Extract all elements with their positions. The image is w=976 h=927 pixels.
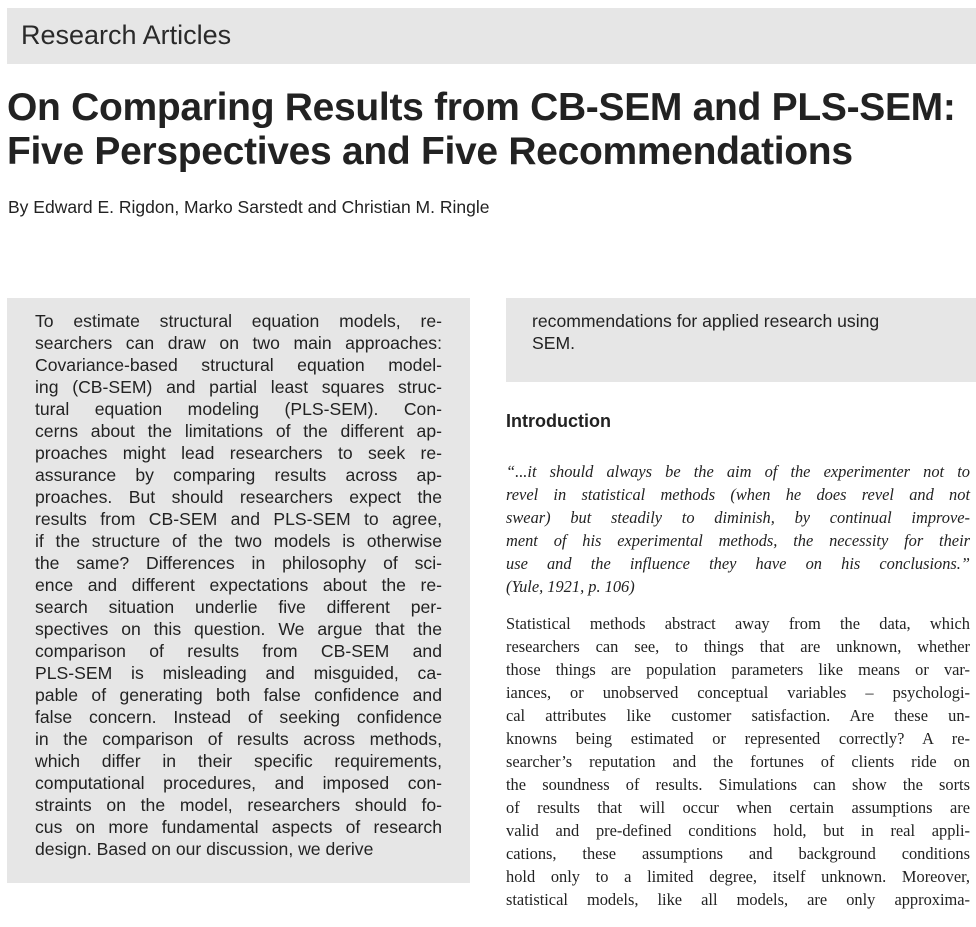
text-line: the same? Differences in philosophy of sci-: [35, 553, 442, 573]
text-line: cerns about the limitations of the different ap-: [35, 421, 442, 441]
text-line: To estimate structural equation models, re-: [35, 311, 442, 331]
article-title: [7, 86, 967, 174]
section-label: Research Articles: [21, 20, 232, 50]
text-line: which differ in their specific requirements,: [35, 751, 442, 771]
text-line: SEM.: [532, 333, 576, 353]
text-line: cus on more fundamental aspects of research: [35, 817, 442, 837]
text-line: knowns being estimated or represented correctly? A re-: [506, 729, 970, 748]
text-line: Covariance-based structural equation model-: [35, 355, 442, 375]
text-line: if the structure of the two models is otherwise: [35, 531, 442, 551]
text-line: tural equation modeling (PLS-SEM). Con-: [35, 399, 442, 419]
text-line: design. Based on our discussion, we derive: [35, 839, 374, 859]
author-byline: By Edward E. Rigdon, Marko Sarstedt and Christian M. Ringle: [8, 197, 490, 217]
text-line: those things are population parameters like means or var-: [506, 660, 970, 679]
text-line: valid and pre-defined conditions hold, but in real appli-: [506, 821, 970, 840]
text-line: search situation underlie five different per-: [35, 597, 442, 617]
text-line: searchers can draw on two main approaches:: [35, 333, 442, 353]
text-line: Statistical methods abstract away from the data, which: [506, 614, 970, 633]
text-line: researchers can see, to things that are unknown, whether: [506, 637, 970, 656]
text-line: (Yule, 1921, p. 106): [506, 577, 635, 596]
text-line: the soundness of results. Simulations can show the sorts: [506, 775, 970, 794]
section-heading-introduction: Introduction: [506, 411, 611, 431]
text-line: recommendations for applied research using: [532, 311, 880, 331]
text-line: ence and different expectations about the re-: [35, 575, 442, 595]
text-line: in the comparison of results across methods,: [35, 729, 442, 749]
text-line: PLS-SEM is misleading and misguided, ca-: [35, 663, 442, 683]
text-line: proaches. But should researchers expect the: [35, 487, 442, 507]
text-line: computational procedures, and imposed con-: [35, 773, 442, 793]
text-line: ing (CB-SEM) and partial least squares struc-: [35, 377, 442, 397]
text-line: false concern. Instead of seeking confidence: [35, 707, 442, 727]
text-line: results from CB-SEM and PLS-SEM to agree,: [35, 509, 442, 529]
text-line: ment of his experimental methods, the necessity for their: [506, 531, 970, 550]
text-line: hold only to a limited degree, itself unknown. Moreover,: [506, 867, 970, 886]
text-line: revel in statistical methods (when he does revel and not: [506, 485, 970, 504]
text-line: cal attributes like customer satisfaction. Are these un-: [506, 706, 970, 725]
title-line-2: Five Perspectives and Five Recommendations: [7, 130, 853, 173]
text-line: iances, or unobserved conceptual variables – psychologi-: [506, 683, 970, 702]
text-line: use and the influence they have on his conclusions.”: [506, 554, 970, 573]
text-line: spectives on this question. We argue that the: [35, 619, 442, 639]
text-line: statistical models, like all models, are only approxima-: [506, 890, 970, 909]
text-line: assurance by comparing results across ap-: [35, 465, 442, 485]
text-line: “...it should always be the aim of the experimenter not to: [506, 462, 970, 481]
text-line: proaches might lead researchers to seek re-: [35, 443, 442, 463]
title-line-1: On Comparing Results from CB-SEM and PLS-SEM:: [7, 86, 956, 129]
text-line: straints on the model, researchers should fo-: [35, 795, 442, 815]
text-line: pable of generating both false confidence and: [35, 685, 442, 705]
text-line: cations, these assumptions and background conditions: [506, 844, 970, 863]
text-line: comparison of results from CB-SEM and: [35, 641, 442, 661]
text-line: swear) but steadily to diminish, by continual improve-: [506, 508, 970, 527]
text-line: of results that will occur when certain assumptions are: [506, 798, 970, 817]
text-line: searcher’s reputation and the fortunes of clients ride on: [506, 752, 970, 771]
